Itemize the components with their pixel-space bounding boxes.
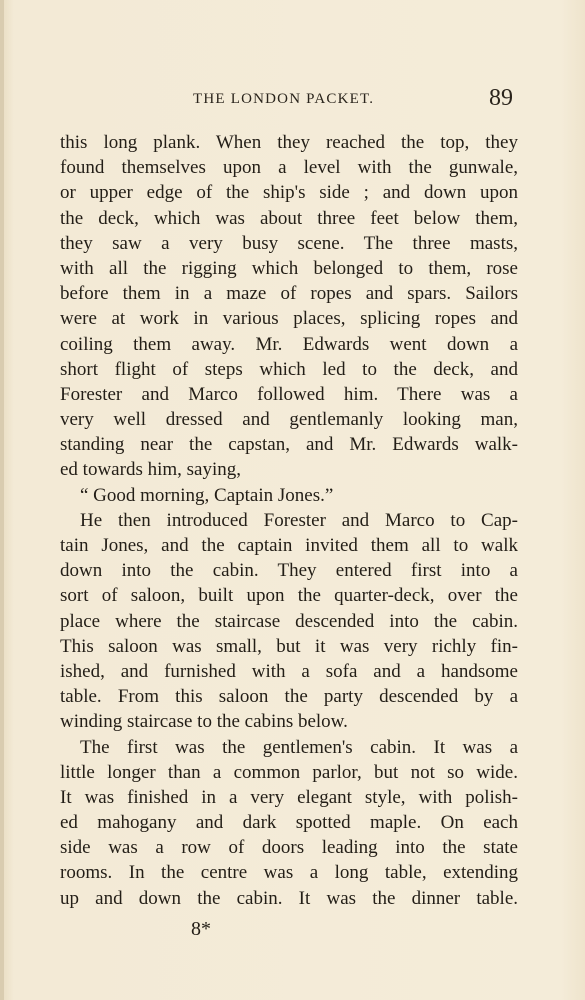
text-line: ed towards him, saying, [60,459,242,481]
running-header [0,85,585,118]
text-line: place where the staircase descended into the cabin. [60,610,518,632]
text-line: rooms. In the centre was a long table, extending [60,862,518,884]
text-line: before them in a maze of ropes and spars. Sailors [60,283,518,305]
text-line: “ Good morning, Captain Jones.” [80,484,334,506]
text-line: they saw a very busy scene. The three masts, [60,232,518,254]
text-line: this long plank. When they reached the top, they [60,132,518,153]
text-line: little longer than a common parlor, but not so wide. [60,761,518,783]
page-gutter-edge [0,0,4,1000]
text-line: were at work in various places, splicing ropes and [60,308,518,330]
text-line: ished, and furnished with a sofa and a handsome [60,660,518,682]
text-line: Forester and Marco followed him. There was a [60,383,518,405]
text-line: This saloon was small, but it was very richly fin- [60,635,518,657]
body-text [60,130,518,911]
text-line: winding staircase to the cabins below. [60,711,348,733]
text-line: with all the rigging which belonged to them, rose [60,257,518,279]
signature-mark: 8* [191,918,211,940]
text-line: the deck, which was about three feet below them, [60,207,518,229]
text-line: table. From this saloon the party descended by a [60,686,518,708]
text-line: very well dressed and gentlemanly looking man, [60,409,518,431]
running-title: THE LONDON PACKET. [193,91,375,107]
text-line: standing near the capstan, and Mr. Edwards walk- [60,434,518,456]
text-line: coiling them away. Mr. Edwards went down a [60,333,518,355]
text-line: found themselves upon a level with the gunwale, [60,157,518,179]
text-line: It was finished in a very elegant style, with polish- [60,786,518,808]
text-line: up and down the cabin. It was the dinner table. [60,887,518,909]
page-number: 89 [489,85,513,111]
text-line: tain Jones, and the captain invited them all to walk [60,535,518,556]
text-line: short flight of steps which led to the deck, and [60,358,518,380]
text-line: ed mahogany and dark spotted maple. On each [60,812,518,834]
text-line: sort of saloon, built upon the quarter-deck, over the [60,585,518,607]
text-line: down into the cabin. They entered first into a [60,560,518,582]
text-line: or upper edge of the ship's side ; and down upon [60,182,518,204]
text-line: side was a row of doors leading into the state [60,837,518,859]
text-line: He then introduced Forester and Marco to Cap- [80,509,518,531]
text-line: The first was the gentlemen's cabin. It was a [80,736,518,758]
